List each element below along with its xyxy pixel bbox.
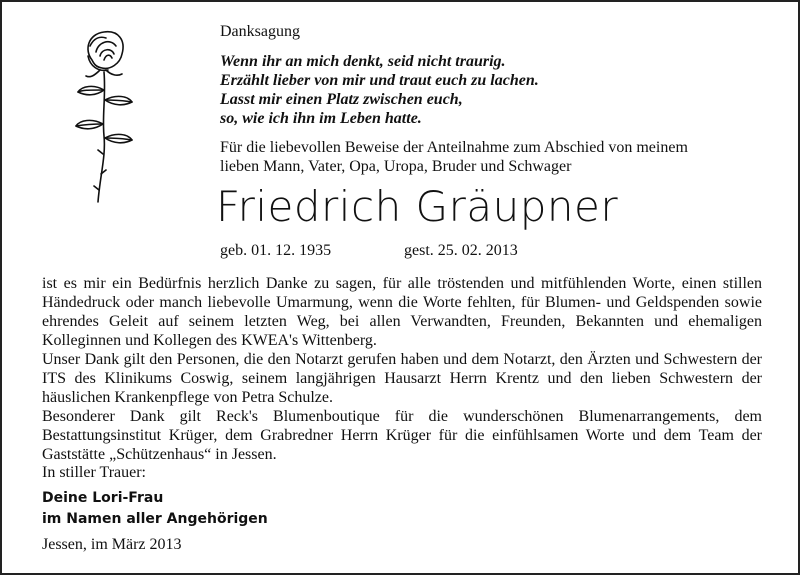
life-dates — [220, 242, 518, 260]
grief-line: In stiller Trauer: — [42, 464, 146, 481]
intro-text — [220, 138, 688, 176]
thanks-body — [42, 274, 762, 464]
intro-line: Für die liebevollen Beweise der Anteilnahme zum Abschied von meinem — [220, 139, 688, 156]
signer-line: Deine Lori-Frau — [42, 490, 164, 506]
intro-line: lieben Mann, Vater, Opa, Uropa, Bruder und Schwager — [220, 158, 572, 175]
birth-date: geb. 01. 12. 1935 — [220, 242, 332, 259]
notice-heading: Danksagung — [220, 23, 300, 40]
thanks-paragraph: Besonderer Dank gilt Reck's Blumenboutique für die wunderschönen Blumenarrangements, dem Bestattungsinstitut Krüger, dem Grabredner Herrn Krüger für die einfühlsamen Worte und dem Team der Gaststätte „Schützenhaus“ in Jessen. — [42, 408, 762, 463]
rose-illustration — [70, 26, 140, 208]
signers — [42, 488, 268, 530]
thanks-paragraph: Unser Dank gilt den Personen, die den Notarzt gerufen haben und dem Notarzt, den Ärzten und Schwestern der ITS des Klinikums Coswig, seinem langjährigen Hausarzt Herrn Krentz und den lieben Schwestern der häuslichen Krankenpflege von Petra Schulze. — [42, 351, 762, 406]
poem-line: so, wie ich ihn im Leben hatte. — [220, 110, 422, 127]
poem-line: Erzählt lieber von mir und traut euch zu lachen. — [220, 72, 539, 89]
poem-line: Wenn ihr an mich denkt, seid nicht traurig. — [220, 53, 506, 70]
place-date: Jessen, im März 2013 — [42, 536, 182, 553]
signer-line: im Namen aller Angehörigen — [42, 511, 268, 527]
deceased-name: Friedrich Gräupner — [216, 182, 619, 231]
death-date: gest. 25. 02. 2013 — [404, 242, 518, 259]
thanks-paragraph: ist es mir ein Bedürfnis herzlich Danke zu sagen, für alle tröstenden und mitfühlenden Worte, einen stillen Händedruck oder manch liebevolle Umarmung, wenn die Worte fehlten, für Blumen- und Geldspenden sowie ehrendes Geleit auf seinem letzten Weg, bei allen Verwandten, Freunden, Bekannten und ehemaligen Kolleginnen und Kollegen des KWEA's Wittenberg. — [42, 275, 762, 349]
poem-line: Lasst mir einen Platz zwischen euch, — [220, 91, 463, 108]
poem — [220, 52, 539, 128]
